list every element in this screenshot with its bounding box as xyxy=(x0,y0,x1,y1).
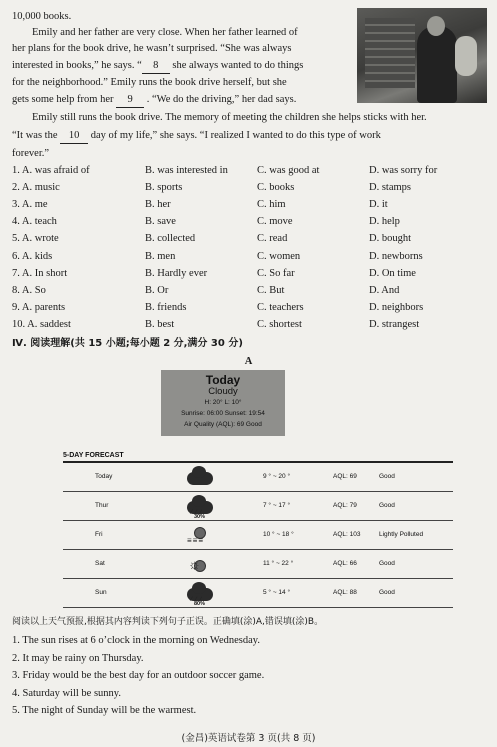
forecast-row xyxy=(63,551,453,579)
forecast-row xyxy=(63,464,453,492)
cloud-icon xyxy=(185,466,215,490)
forecast-row xyxy=(63,522,453,550)
option-d: D. And xyxy=(369,284,400,296)
questions-intro: 阅读以上天气预报,根据其内容判读下列句子正误。正确填(涂)A,错误填(涂)B。 xyxy=(12,617,324,627)
option-row xyxy=(12,319,487,334)
bookshelf xyxy=(365,18,415,88)
paragraph-1-line-3 xyxy=(12,60,303,74)
option-a: 7. A. In short xyxy=(12,267,68,279)
today-weather-card xyxy=(161,370,285,436)
paragraph-1-line-1: Emily and her father are very close. When her father learned of xyxy=(32,27,298,38)
option-row xyxy=(12,251,487,266)
row-divider xyxy=(63,578,453,579)
paragraph-1-line-5 xyxy=(12,94,296,108)
option-b: B. collected xyxy=(145,233,196,245)
option-a: 9. A. parents xyxy=(12,301,66,313)
question-item: 5. The night of Sunday will be the warmest. xyxy=(12,705,197,716)
option-c: C. women xyxy=(257,250,301,262)
forecast-day: Today xyxy=(95,473,113,480)
blank-10: 10 xyxy=(60,130,88,144)
card-high-low: H: 20° L: 10° xyxy=(204,399,242,406)
row-divider xyxy=(63,607,453,608)
precip-chance: 30% xyxy=(194,514,206,520)
option-d: D. bought xyxy=(369,233,411,245)
option-b: B. save xyxy=(145,216,176,228)
option-d: D. it xyxy=(369,199,388,211)
option-d: D. On time xyxy=(369,267,416,279)
option-row xyxy=(12,165,487,180)
forecast-aql: AQL: 79 xyxy=(333,502,357,509)
forecast-quality: Good xyxy=(379,589,395,596)
forecast-temperature: 11 ° ~ 22 ° xyxy=(263,560,294,567)
forecast-day: Thur xyxy=(95,502,109,509)
option-b: B. men xyxy=(145,250,176,262)
option-a: 5. A. wrote xyxy=(12,233,59,245)
question-item: 2. It may be rainy on Thursday. xyxy=(12,652,144,664)
option-c: C. move xyxy=(257,216,293,228)
paragraph-1-line-4: for the neighborhood.” Emily runs the book drive herself, but she xyxy=(12,77,287,88)
option-a: 1. A. was afraid of xyxy=(12,165,90,176)
option-c: C. teachers xyxy=(257,301,304,313)
page-footer: (金昌)英语试卷第 3 页(共 8 页) xyxy=(181,733,316,744)
forecast-aql: AQL: 66 xyxy=(333,560,357,567)
card-condition: Cloudy xyxy=(208,386,238,397)
option-a: 4. A. teach xyxy=(12,216,57,228)
option-a: 10. A. saddest xyxy=(12,318,71,330)
option-c: C. books xyxy=(257,182,295,194)
question-item: 4. Saturday will be sunny. xyxy=(12,687,121,699)
forecast-aql: AQL: 69 xyxy=(333,473,357,480)
option-b: B. her xyxy=(145,199,171,211)
option-c: C. was good at xyxy=(257,165,320,176)
forecast-day: Sat xyxy=(95,560,105,567)
forecast-temperature: 7 ° ~ 17 ° xyxy=(263,502,291,509)
option-b: B. Hardly ever xyxy=(145,267,208,279)
option-c: C. him xyxy=(257,199,286,211)
blank-8: 8 xyxy=(142,60,170,74)
option-b: B. was interested in xyxy=(145,165,228,176)
card-title: Today xyxy=(205,373,241,387)
section-title: Ⅳ. 阅读理解(共 15 小题;每小题 2 分,满分 30 分) xyxy=(12,338,243,349)
option-d: D. neighbors xyxy=(369,301,424,313)
option-a: 6. A. kids xyxy=(12,250,53,262)
forecast-quality: Good xyxy=(379,473,395,480)
paragraph-2-line-3: forever.” xyxy=(12,148,50,159)
row-divider xyxy=(63,491,453,492)
father-head xyxy=(427,16,445,36)
option-d: D. was sorry for xyxy=(369,165,438,176)
option-c: C. But xyxy=(257,284,285,296)
haze-sun-icon: ≡≡≡ xyxy=(185,524,215,548)
option-d: D. strangest xyxy=(369,318,420,330)
option-a: 3. A. me xyxy=(12,199,48,211)
row-divider xyxy=(63,549,453,550)
text: gets some help from her xyxy=(12,94,117,105)
option-row xyxy=(12,182,487,197)
forecast-temperature: 5 ° ~ 14 ° xyxy=(263,589,291,596)
passage-fragment: 10,000 books. xyxy=(12,11,72,22)
option-d: D. stamps xyxy=(369,182,411,194)
forecast-day: Sun xyxy=(95,589,107,596)
forecast-row xyxy=(63,580,453,608)
rain-cloud-icon: ⁄ ⁄ ⁄ xyxy=(185,582,215,606)
forecast-quality: Good xyxy=(379,502,395,509)
sun-icon: ☼ xyxy=(185,553,215,577)
forecast-row xyxy=(63,493,453,521)
option-c: C. read xyxy=(257,233,288,245)
forecast-quality: Lightly Polluted xyxy=(379,531,424,538)
option-a: 8. A. So xyxy=(12,284,46,296)
option-b: B. friends xyxy=(145,301,187,313)
forecast-temperature: 9 ° ~ 20 ° xyxy=(263,473,291,480)
option-b: B. sports xyxy=(145,182,183,194)
option-c: C. shortest xyxy=(257,318,302,330)
text: day of my life,” she says. “I realized I wanted to do this type of work xyxy=(88,130,381,141)
forecast-temperature: 10 ° ~ 18 ° xyxy=(263,531,294,538)
precip-chance: 80% xyxy=(194,601,206,607)
option-row xyxy=(12,216,487,231)
row-divider xyxy=(63,520,453,521)
card-air-quality: Air Quality (AQL): 69 Good xyxy=(184,421,262,428)
text: she always wanted to do things xyxy=(169,60,304,71)
option-row xyxy=(12,285,487,300)
option-row xyxy=(12,199,487,214)
option-b: B. Or xyxy=(145,284,169,296)
forecast-aql: AQL: 88 xyxy=(333,589,357,596)
card-sunrise-sunset: Sunrise: 06:00 Sunset: 19:54 xyxy=(181,410,265,417)
rain-cloud-icon: ⁄ ⁄ ⁄ xyxy=(185,495,215,519)
photo xyxy=(357,8,487,103)
text: interested in books,” he says. “ xyxy=(12,60,142,71)
forecast-title: 5-DAY FORECAST xyxy=(63,452,124,459)
father-figure xyxy=(417,26,457,103)
option-b: B. best xyxy=(145,318,175,330)
five-day-forecast xyxy=(63,452,453,610)
option-d: D. help xyxy=(369,216,400,228)
forecast-quality: Good xyxy=(379,560,395,567)
blank-9: 9 xyxy=(116,94,144,108)
forecast-aql: AQL: 103 xyxy=(333,531,361,538)
option-c: C. So far xyxy=(257,267,295,279)
part-label: A xyxy=(244,356,253,367)
text: “It was the xyxy=(12,130,61,141)
option-row xyxy=(12,268,487,283)
text: . “We do the driving,” her dad says. xyxy=(144,94,297,105)
option-row xyxy=(12,233,487,248)
question-item: 1. The sun rises at 6 o’clock in the morning on Wednesday. xyxy=(12,635,260,646)
option-row xyxy=(12,302,487,317)
forecast-day: Fri xyxy=(95,531,103,538)
question-item: 3. Friday would be the best day for an outdoor soccer game. xyxy=(12,670,265,681)
paragraph-2-line-1: Emily still runs the book drive. The memory of meeting the children she helps sticks with her. xyxy=(32,112,427,123)
paragraph-1-line-2: her plans for the book drive, he wasn’t surprised. “She was always xyxy=(12,43,292,54)
child-figure xyxy=(455,36,477,76)
divider xyxy=(63,461,453,463)
option-d: D. newborns xyxy=(369,250,423,262)
option-a: 2. A. music xyxy=(12,182,60,194)
paragraph-2-line-2 xyxy=(12,130,381,144)
